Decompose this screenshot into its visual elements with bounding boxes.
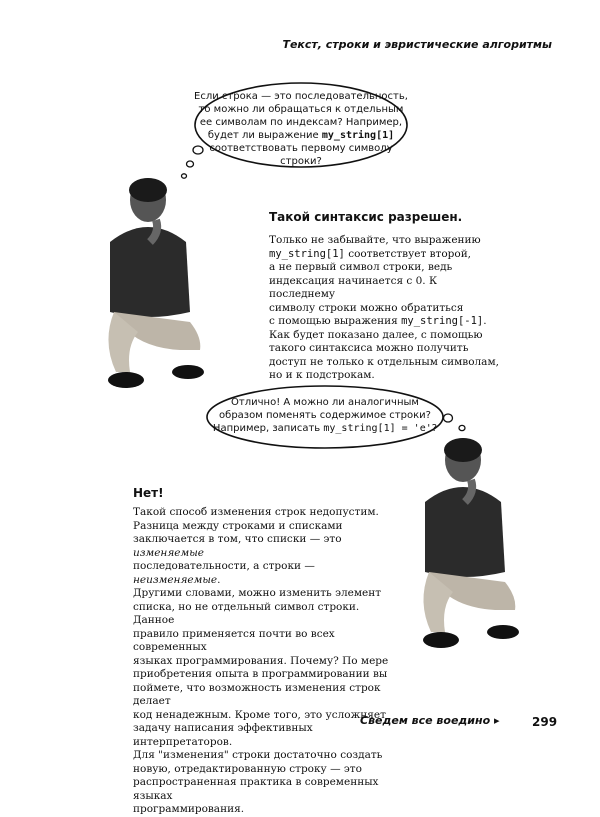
bubble2-line3-end: ? [431,423,438,434]
s2-text: . [217,573,221,586]
s1-text: соответствует второй, [344,247,472,260]
s2-line [133,533,403,560]
s1-line: символу строки можно обратиться [269,301,464,314]
s2-line: задачу написания эффективных интерпретаторов. [133,722,313,748]
footer-section-label [360,714,500,727]
bubble1-line1: Если строка — это последовательность, [194,91,408,102]
bubble1-line4 [193,129,409,142]
bubble2-line3-text: Например, записать [212,423,324,434]
section2-paragraph [133,506,403,817]
s2-line: код ненадежным. Кроме того, это усложняет [133,708,386,721]
chapter-header: Текст, строки и эвристические алгоритмы [282,38,552,51]
s2-line: Такой способ изменения строк недопустим. [133,506,379,518]
bubble2-line2: образом поменять содержимое строки? [219,410,431,421]
section1-heading: Такой синтаксис разрешен. [269,210,463,224]
s1-line: доступ не только к отдельным символам, [269,355,499,368]
bubble1-line2: то можно ли обращаться к отдельным [198,104,404,115]
bubble2-code: my_string[1] = 'e' [323,423,432,434]
bubble1-line3: ее символам по индексам? Например, [199,117,403,128]
thinking-man-illustration-1 [90,172,210,400]
footer-section-text: Сведем все воедино [360,714,491,727]
s1-line: Только не забывайте, что выражению [269,234,481,246]
s1-line: а не первый символ строки, ведь [269,261,453,273]
s2-line: приобретения опыта в программировании вы [133,668,388,680]
bubble1-code: my_string[1] [321,130,395,141]
s2-emphasis: изменяемые [133,546,204,559]
s1-line: такого синтаксиса можно получить [269,342,469,354]
section1-paragraph [269,234,499,383]
s2-line [133,560,403,587]
s1-line [269,248,499,262]
s1-line: но и к подстрокам. [269,369,375,381]
s1-line: Как будет показано далее, с помощью [269,328,483,341]
s1-code: my_string[-1] [401,315,484,327]
s2-line: Для "изменения" строки достаточно создать [133,749,383,761]
thinking-man-illustration-2 [405,432,525,660]
s2-line: новую, отредактированную строку — это [133,762,362,775]
s2-line: программирования. [133,803,245,815]
bubble1-line5: соответствовать первому символу строки? [209,143,393,167]
s1-text: . [483,315,487,327]
s2-line: Другими словами, можно изменить элемент [133,587,382,599]
page-number: 299 [532,715,558,729]
footer-arrow-icon: ▸ [494,714,500,727]
s2-line: поймете, что возможность изменения строк делает [133,681,381,707]
s2-text: последовательности, а строки — [133,560,315,572]
s1-line [269,315,499,329]
s2-text: заключается в том, что списки — это [133,533,342,545]
s1-text: с помощью выражения [269,315,402,327]
s2-line: Разница между строками и списками [133,519,343,532]
s2-line: списка, но не отдельный символ строки. Данное [133,600,360,626]
s2-line: распространенная практика в современных языках [133,776,379,802]
section2-heading: Нет! [133,486,164,500]
s2-emphasis: неизменяемые [133,573,218,586]
s1-line: индексация начинается с 0. К последнему [269,274,438,300]
bubble2-line1: Отлично! А можно ли аналогичным [231,397,419,408]
s1-code: my_string[1] [269,247,345,260]
bubble1-line4-text: будет ли выражение [207,130,322,141]
s2-line: языках программирования. Почему? По мере [133,654,389,667]
thought-bubble-question-1 [193,80,409,170]
s2-line: правило применяется почти во всех современных [133,627,335,653]
